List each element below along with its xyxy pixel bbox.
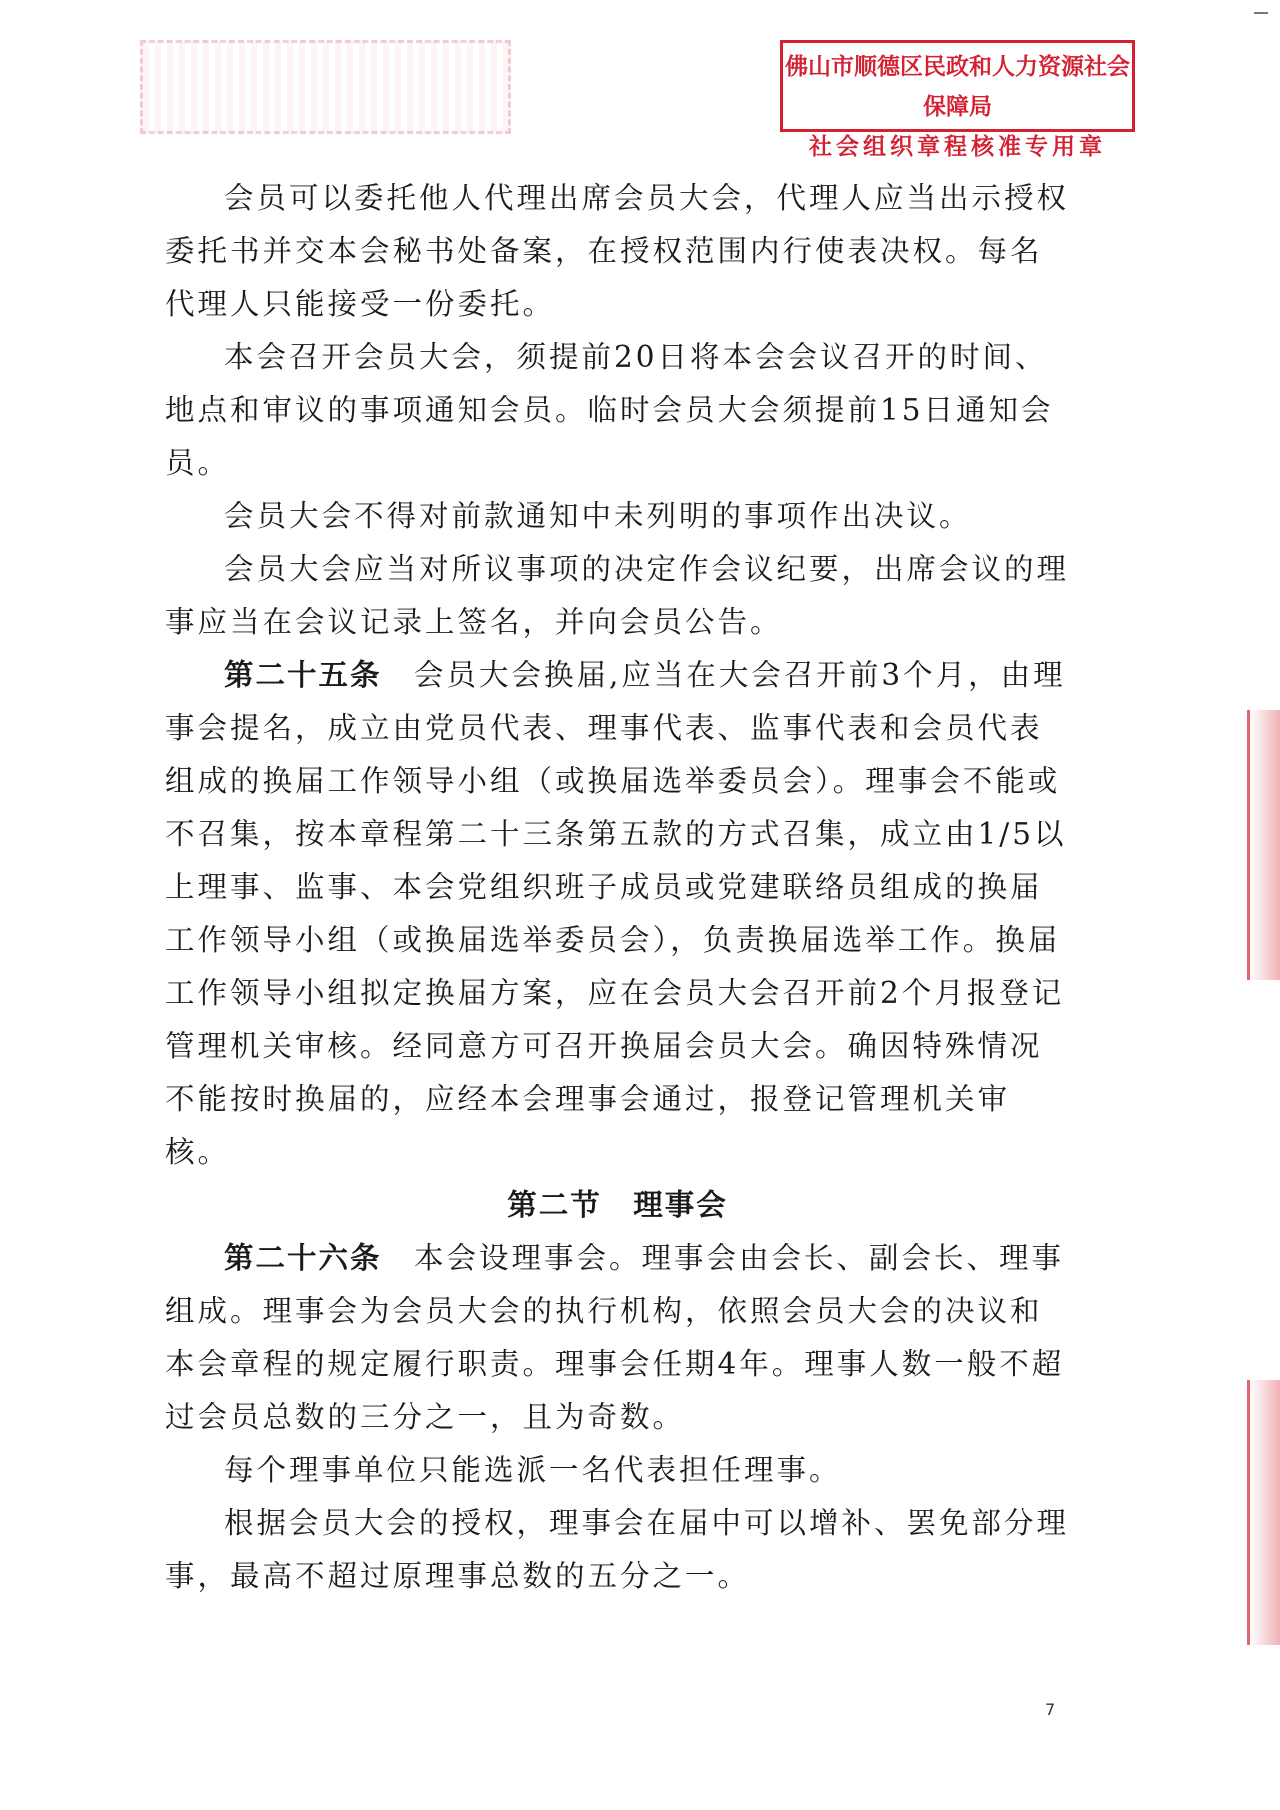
article-paragraph: 第二十六条 本会设理事会。理事会由会长、副会长、理事组成。理事会为会员大会的执行机构，依照会员大会的决议和本会章程的规定履行职责。理事会任期4年。理事人数一般不超过会员总数的三分之一，且为奇数。 — [165, 1241, 1065, 1434]
paragraph: 每个理事单位只能选派一名代表担任理事。 — [224, 1453, 842, 1487]
paragraph: 会员可以委托他人代理出席会员大会，代理人应当出示授权委托书并交本会秘书处备案，在授权范围内行使表决权。每名代理人只能接受一份委托。 — [165, 181, 1070, 321]
stamp-line-2: 社会组织章程核准专用章 — [809, 134, 1106, 160]
article-paragraph: 第二十五条 会员大会换届,应当在大会召开前3个月，由理事会提名，成立由党员代表、理事代表、监事代表和会员代表组成的换届工作领导小组（或换届选举委员会）。理事会不能或不召集，按本章程第二十三条第五款的方式召集，成立由1/5以上理事、监事、本会党组织班子成员或党建联络员组成的换届工作领导小组（或换届选举委员会），负责换届选举工作。换届工作领导小组拟定换届方案，应在会员大会召开前2个月报登记管理机关审核。经同意方可召开换届会员大会。确因特殊情况不能按时换届的，应经本会理事会通过，报登记管理机关审核。 — [165, 658, 1067, 1169]
paragraph: 本会召开会员大会，须提前20日将本会会议召开的时间、地点和审议的事项通知会员。临时会员大会须提前15日通知会员。 — [165, 340, 1054, 480]
paragraph: 会员大会不得对前款通知中未列明的事项作出决议。 — [224, 499, 972, 533]
document-body — [165, 172, 1070, 1603]
section-heading: 第二节 理事会 — [507, 1188, 728, 1222]
edge-seal-lower — [1247, 1380, 1280, 1645]
paragraph: 根据会员大会的授权，理事会在届中可以增补、罢免部分理事，最高不超过原理事总数的五分之一。 — [165, 1506, 1070, 1593]
article-number: 第二十五条 — [224, 658, 382, 692]
approval-stamp — [780, 40, 1135, 160]
scan-mark — [1254, 12, 1268, 14]
page-number: 7 — [1045, 1700, 1056, 1719]
edge-seal-upper — [1247, 710, 1280, 980]
paragraph: 会员大会应当对所议事项的决定作会议纪要，出席会议的理事应当在会议记录上签名，并向会员公告。 — [165, 552, 1070, 639]
article-number: 第二十六条 — [224, 1241, 382, 1275]
stamp-line-1: 佛山市顺德区民政和人力资源社会保障局 — [785, 54, 1130, 120]
faded-stamp — [140, 40, 511, 134]
